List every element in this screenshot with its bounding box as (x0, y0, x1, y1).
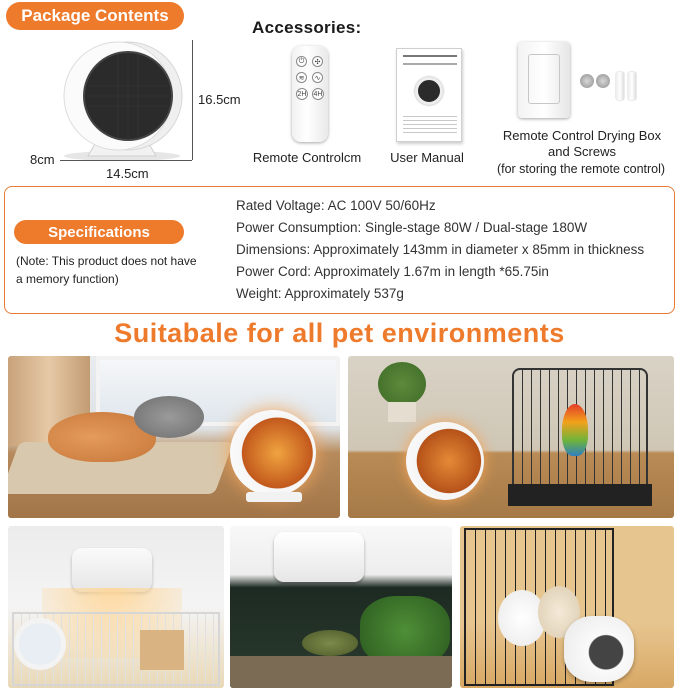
drying-box-label-line1: Remote Control Drying Box (502, 128, 662, 143)
accessories-title: Accessories: (252, 18, 362, 37)
heater-top-of-tank (274, 532, 364, 582)
spec-weight: Weight: Approximately 537g (236, 286, 404, 301)
potted-plant (378, 362, 426, 406)
user-manual-image (396, 48, 462, 142)
remote-button-2h: 2H (296, 88, 308, 100)
remote-button-heat: ∿ (312, 72, 323, 83)
manual-header-lines (403, 55, 457, 65)
hamster-house (140, 630, 184, 670)
height-dimension-label: 16.5cm (198, 92, 241, 107)
spec-rated-voltage: Rated Voltage: AC 100V 50/60Hz (236, 198, 436, 213)
spec-power-consumption: Power Consumption: Single-stage 80W / Dual-stage 180W (236, 220, 588, 235)
screw-icon (580, 74, 594, 88)
photo-cats-by-window (8, 356, 340, 518)
heater-in-scene (406, 422, 484, 500)
hamster-wheel (14, 618, 66, 670)
width-dimension-line (60, 160, 192, 161)
drying-box-label-line3: (for storing the remote control) (496, 162, 666, 176)
user-manual-label: User Manual (390, 150, 464, 165)
remote-control-label: Remote Controlcm (252, 150, 362, 165)
holder-slot (528, 54, 560, 104)
height-dimension-line (192, 40, 193, 160)
drying-box-label-line2: and Screws (548, 144, 616, 159)
heater-base (246, 492, 302, 502)
tank-rocks (230, 656, 452, 688)
width-dimension-label: 14.5cm (106, 166, 149, 181)
cat-gray (134, 396, 204, 438)
remote-drying-box-image (518, 42, 570, 118)
ceiling-heater (72, 548, 152, 592)
turtle (302, 630, 358, 656)
heater-product-image (56, 40, 184, 162)
wall-anchor-icon (628, 72, 636, 100)
photo-turtle-tank (230, 526, 452, 688)
screw-icon (596, 74, 610, 88)
manual-heater-thumbnail (415, 77, 443, 105)
cage-tray (508, 484, 652, 506)
wall-anchor-icon (616, 72, 624, 100)
heater-in-scene (564, 616, 634, 682)
photo-hamster-cage (8, 526, 224, 688)
depth-dimension-label: 8cm (30, 152, 55, 167)
remote-button-wave: ≋ (296, 72, 307, 83)
manual-text-lines (403, 113, 457, 135)
spec-dimensions: Dimensions: Approximately 143mm in diameter x 85mm in thickness (236, 242, 645, 257)
package-contents-badge: Package Contents (6, 2, 184, 30)
power-icon: ⏻ (296, 56, 307, 67)
pet-environments-headline: Suitabale for all pet environments (114, 318, 565, 348)
plant-pot (388, 402, 416, 422)
remote-control-image (292, 46, 328, 142)
heater-in-scene (230, 410, 316, 496)
memory-function-note: (Note: This product does not have a memory function) (16, 254, 197, 286)
photo-rabbit-cage (460, 526, 674, 688)
photo-bird-cage (348, 356, 674, 518)
specifications-badge: Specifications (14, 220, 184, 244)
remote-button-4h: 4H (312, 88, 324, 100)
fan-icon: ✣ (312, 56, 323, 67)
spec-power-cord: Power Cord: Approximately 1.67m in length *65.75in (236, 264, 549, 279)
parrot (562, 404, 588, 456)
